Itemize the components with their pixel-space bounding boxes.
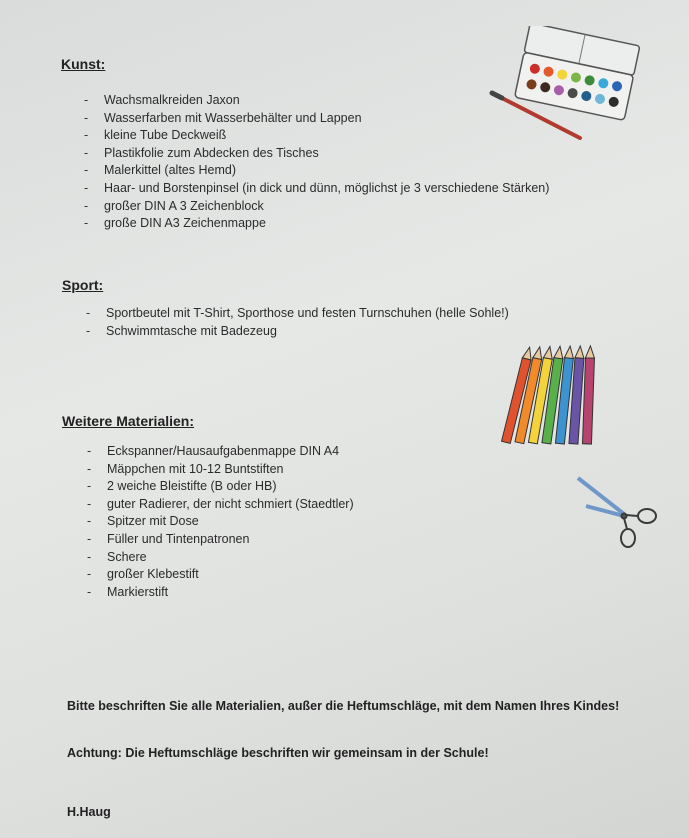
- list-item: - Eckspanner/Hausaufgabenmappe DIN A4: [87, 443, 354, 461]
- list-item: - Spitzer mit Dose: [87, 513, 354, 531]
- list-weitere-materialien: [87, 443, 354, 601]
- attention-note: Achtung: Die Heftumschläge beschriften wir gemeinsam in der Schule!: [67, 746, 489, 760]
- list-item: - Markierstift: [87, 584, 354, 602]
- list-item: - Plastikfolie zum Abdecken des Tisches: [84, 145, 549, 163]
- list-item: - großer DIN A 3 Zeichenblock: [84, 198, 549, 216]
- list-item: - Malerkittel (altes Hemd): [84, 162, 549, 180]
- list-item: - kleine Tube Deckweiß: [84, 127, 549, 145]
- watercolor-paint-box-icon: [488, 26, 648, 146]
- list-item: - 2 weiche Bleistifte (B oder HB): [87, 478, 354, 496]
- label-request-note: Bitte beschriften Sie alle Materialien, außer die Heftumschläge, mit dem Namen Ihres Kindes!: [67, 699, 620, 713]
- list-item: - Schere: [87, 549, 354, 567]
- list-item: - großer Klebestift: [87, 566, 354, 584]
- list-item: - Sportbeutel mit T-Shirt, Sporthose und festen Turnschuhen (helle Sohle!): [86, 305, 509, 323]
- heading-sport: Sport:: [62, 277, 104, 293]
- scissors-icon: [572, 472, 664, 552]
- colored-pencils-icon: [498, 340, 608, 455]
- list-sport: [86, 305, 509, 340]
- signature: H.Haug: [67, 805, 111, 819]
- heading-weitere-materialien: Weitere Materialien:: [62, 413, 195, 429]
- list-item: - Wachsmalkreiden Jaxon: [84, 92, 549, 110]
- list-item: - Schwimmtasche mit Badezeug: [86, 323, 509, 341]
- heading-kunst: Kunst:: [61, 56, 106, 72]
- list-item: - Haar- und Borstenpinsel (in dick und dünn, möglichst je 3 verschiedene Stärken): [84, 180, 549, 198]
- list-item: - große DIN A3 Zeichenmappe: [84, 215, 549, 233]
- list-item: - guter Radierer, der nicht schmiert (Staedtler): [87, 496, 354, 514]
- list-item: - Füller und Tintenpatronen: [87, 531, 354, 549]
- list-kunst: [84, 92, 549, 233]
- list-item: - Wasserfarben mit Wasserbehälter und Lappen: [84, 110, 549, 128]
- list-item: - Mäppchen mit 10-12 Buntstiften: [87, 461, 354, 479]
